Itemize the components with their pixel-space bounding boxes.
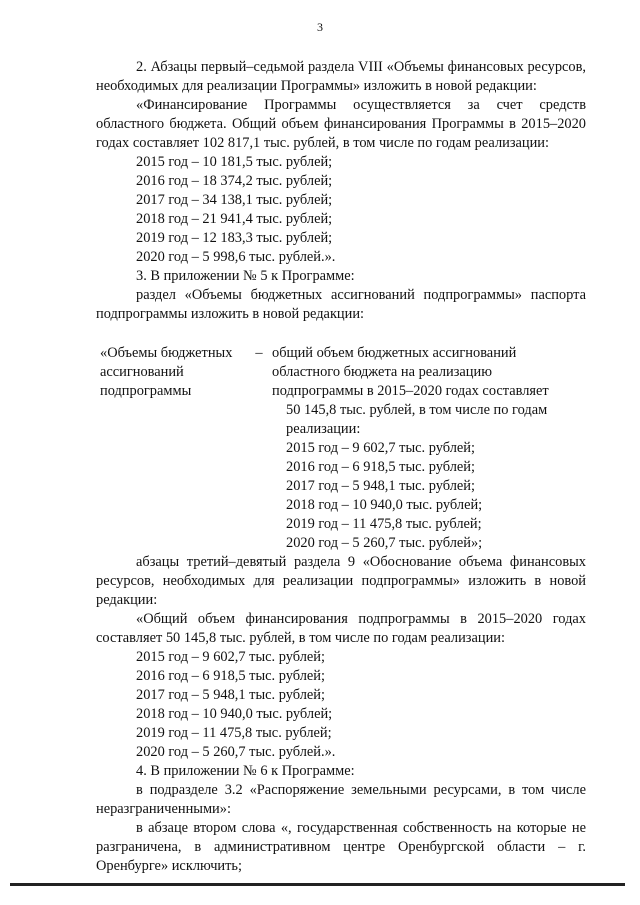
list-item: 2018 год – 21 941,4 тыс. рублей;	[136, 211, 333, 227]
passport-label-line: подпрограммы	[100, 383, 192, 399]
passport-value-line: подпрограммы в 2015–2020 годах составляет	[272, 383, 549, 399]
passport-value-line: 50 145,8 тыс. рублей, в том числе по годам	[286, 402, 548, 418]
document-body	[96, 58, 586, 876]
list-item: 2016 год – 18 374,2 тыс. рублей;	[136, 173, 333, 189]
passport-value-line: реализации:	[286, 421, 361, 437]
paragraph-item-2: 2. Абзацы первый–седьмой раздела VIII «Объемы финансовых ресурсов, необходимых для реализации Программы» изложить в новой редакции:	[96, 59, 586, 94]
passport-label-line: ассигнований	[100, 364, 184, 380]
paragraph-passport-section: раздел «Объемы бюджетных ассигнований подпрограммы» паспорта подпрограммы изложить в новой редакции:	[96, 287, 586, 322]
paragraph-subprogram-financing: «Общий объем финансирования подпрограммы в 2015–2020 годах составляет 50 145,8 тыс. рублей, в том числе по годам реализации:	[96, 611, 586, 646]
spacer	[96, 324, 586, 344]
passport-label	[96, 344, 246, 553]
year-list-program	[96, 153, 586, 267]
passport-value-line: общий объем бюджетных ассигнований	[272, 345, 517, 361]
footer-rule	[10, 883, 625, 886]
passport-value-line: 2020 год – 5 260,7 тыс. рублей»;	[286, 535, 483, 551]
list-item: 2017 год – 5 948,1 тыс. рублей;	[136, 687, 325, 703]
list-item: 2016 год – 6 918,5 тыс. рублей;	[136, 668, 325, 684]
list-item: 2019 год – 11 475,8 тыс. рублей;	[136, 725, 332, 741]
passport-value	[272, 344, 582, 553]
passport-label-line: «Объемы бюджетных	[100, 345, 233, 361]
paragraph-section-9: абзацы третий–девятый раздела 9 «Обоснование объема финансовых ресурсов, необходимых для реализации подпрограммы» изложить в новой редакции:	[96, 554, 586, 608]
passport-table	[96, 344, 586, 553]
paragraph-item-4: 4. В приложении № 6 к Программе:	[136, 763, 355, 779]
list-item: 2020 год – 5 998,6 тыс. рублей.».	[136, 249, 336, 265]
passport-value-line: 2018 год – 10 940,0 тыс. рублей;	[286, 497, 483, 513]
passport-value-line: 2017 год – 5 948,1 тыс. рублей;	[286, 478, 475, 494]
passport-dash: –	[255, 345, 263, 361]
list-item: 2019 год – 12 183,3 тыс. рублей;	[136, 230, 333, 246]
paragraph-subsection-3-2: в подразделе 3.2 «Распоряжение земельными ресурсами, в том числе неразграниченными»:	[96, 782, 586, 817]
list-item: 2015 год – 9 602,7 тыс. рублей;	[136, 649, 325, 665]
paragraph-item-3: 3. В приложении № 5 к Программе:	[136, 268, 355, 284]
paragraph-program-financing: «Финансирование Программы осуществляется за счет средств областного бюджета. Общий объем финансирования Программы в 2015–2020 годах составляет 102 817,1 тыс. рублей, в том числе по годам реализации:	[96, 97, 586, 151]
passport-value-line: 2019 год – 11 475,8 тыс. рублей;	[286, 516, 482, 532]
year-list-subprogram	[96, 648, 586, 762]
list-item: 2018 год – 10 940,0 тыс. рублей;	[136, 706, 333, 722]
passport-value-line: 2016 год – 6 918,5 тыс. рублей;	[286, 459, 475, 475]
paragraph-paragraph-two: в абзаце втором слова «, государственная собственность на которые не разграничена, в административном центре Оренбургской области – г. Оренбурге» исключить;	[96, 820, 586, 874]
list-item: 2015 год – 10 181,5 тыс. рублей;	[136, 154, 333, 170]
passport-value-line: 2015 год – 9 602,7 тыс. рублей;	[286, 440, 475, 456]
passport-value-line: областного бюджета на реализацию	[272, 364, 492, 380]
list-item: 2020 год – 5 260,7 тыс. рублей.».	[136, 744, 336, 760]
page-number: 3	[317, 20, 323, 34]
list-item: 2017 год – 34 138,1 тыс. рублей;	[136, 192, 333, 208]
